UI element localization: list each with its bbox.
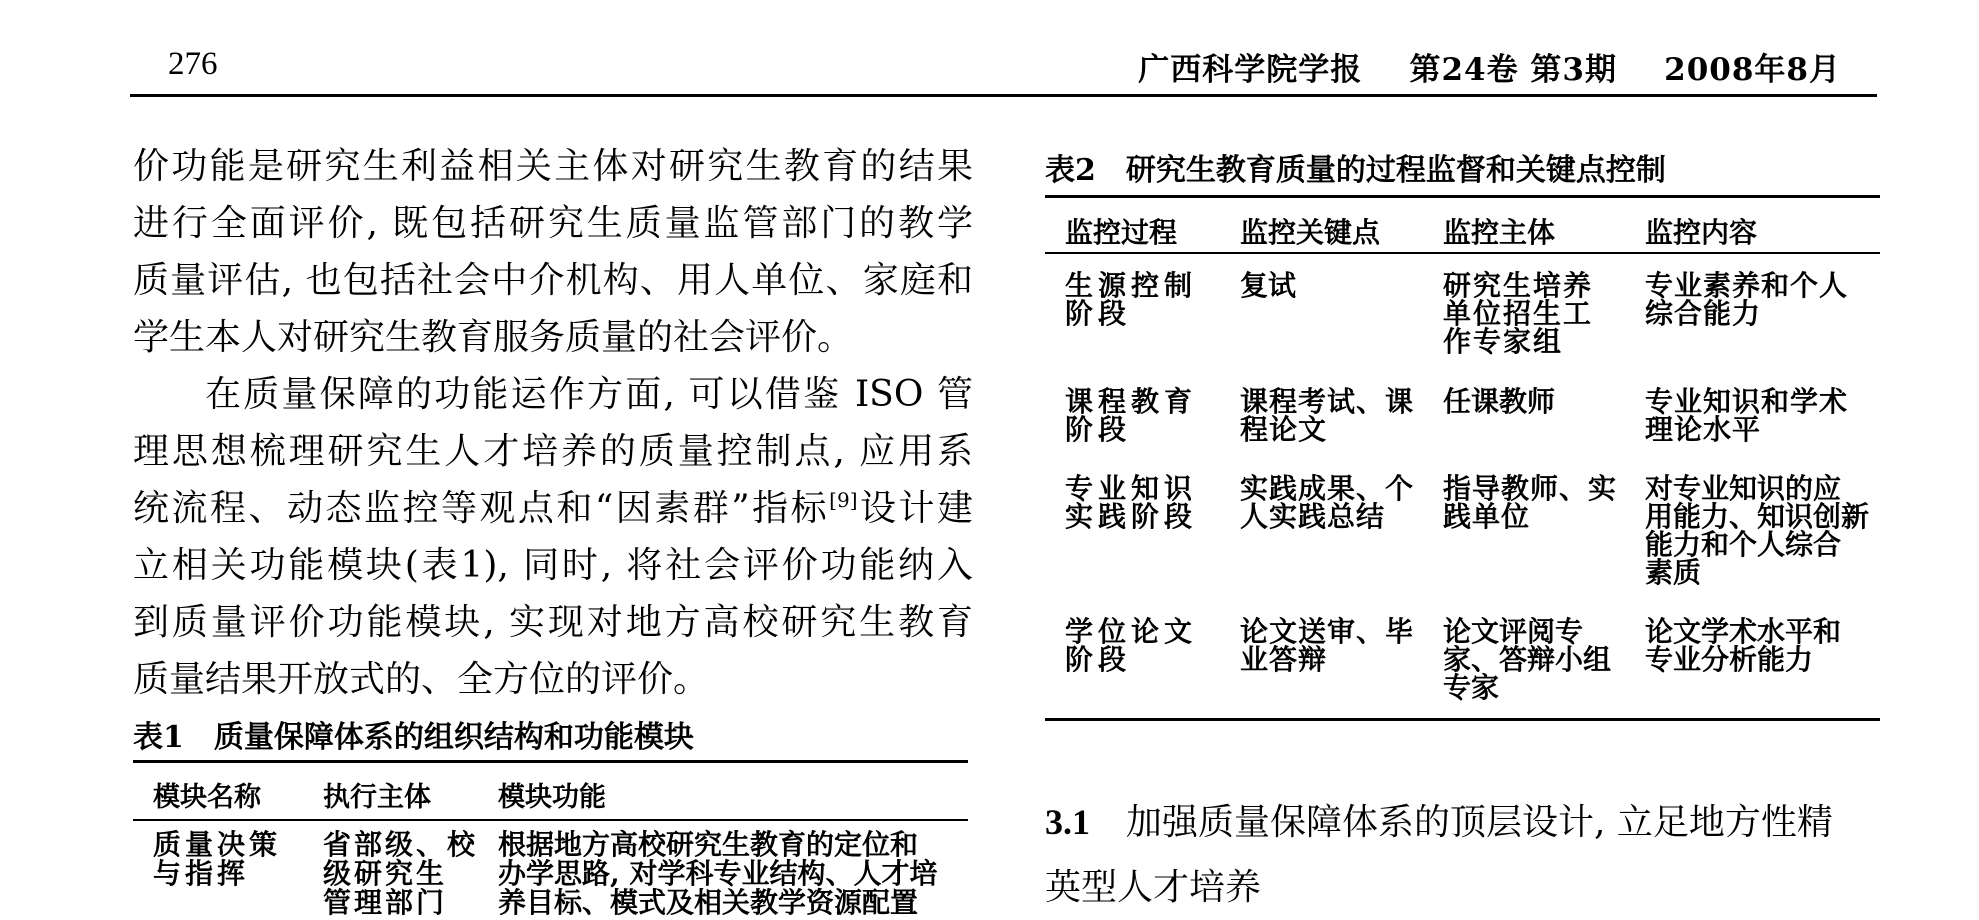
table2-cell-subject: 研究生培养 单位招生工 作专家组 — [1443, 269, 1594, 358]
section-number: 3.1 — [1045, 802, 1090, 842]
table2-cell-content: 专业素养和个人 综合能力 — [1645, 269, 1849, 330]
table2-header-process: 监控过程 — [1065, 216, 1178, 249]
table2-top-rule — [1045, 195, 1880, 198]
section-heading-line2: 英型人才培养 — [1045, 867, 1262, 908]
paragraph-line: 学生本人对研究生教育服务质量的社会评价。 — [133, 317, 854, 358]
paragraph-line: 立相关功能模块(表1), 同时, 将社会评价功能纳入 — [133, 545, 973, 586]
table2-cell-subject: 论文评阅专 家、答辩小组 专家 — [1443, 615, 1612, 704]
section-heading-line1 — [1045, 790, 1885, 855]
paragraph-line: 进行全面评价, 既包括研究生质量监管部门的教学 — [133, 203, 973, 244]
table1-top-rule — [133, 760, 968, 763]
table2-cell-key: 实践成果、个 人实践总结 — [1240, 472, 1415, 533]
left-column — [133, 138, 973, 708]
table2-cell-key: 复试 — [1240, 269, 1297, 302]
table1-header-function: 模块功能 — [498, 782, 606, 813]
journal-info — [1138, 44, 1841, 89]
table1-cell-executor: 省部级、校 级研究生 管理部门 — [323, 828, 479, 919]
table2-cell-content: 对专业知识的应 用能力、知识创新 能力和个人综合 素质 — [1645, 472, 1870, 589]
table1-header-executor: 执行主体 — [323, 782, 431, 813]
table2-cell-process: 专业知识 实践阶段 — [1065, 472, 1198, 533]
paragraph-text: 统流程、动态监控等观点和“因素群”指标 — [133, 488, 830, 529]
section-title: 加强质量保障体系的顶层设计, 立足地方性精 — [1126, 802, 1833, 843]
table2-cell-key: 课程考试、课 程论文 — [1240, 385, 1415, 446]
paragraph-line: 质量评估, 也包括社会中介机构、用人单位、家庭和 — [133, 260, 973, 301]
table2-header-rule — [1045, 252, 1880, 254]
table2-cell-subject: 指导教师、实 践单位 — [1443, 472, 1618, 533]
paragraph-line: 价功能是研究生利益相关主体对研究生教育的结果 — [133, 146, 973, 187]
table2-cell-process: 学位论文 阶段 — [1065, 615, 1198, 676]
table1-caption: 表1 质量保障体系的组织结构和功能模块 — [133, 720, 694, 755]
section-heading — [1045, 790, 1885, 920]
header-rule — [130, 94, 1877, 97]
table2-cell-content: 论文学术水平和 专业分析能力 — [1645, 615, 1842, 676]
paragraph-text: 设计建 — [857, 488, 973, 529]
table2-cell-process: 课程教育 阶段 — [1065, 385, 1198, 446]
table2-caption: 表2 研究生教育质量的过程监督和关键点控制 — [1045, 153, 1666, 188]
table1-header-rule — [133, 819, 968, 821]
citation-ref[interactable]: [9] — [829, 488, 858, 512]
table2-cell-process: 生源控制 阶段 — [1065, 269, 1198, 330]
paragraph-line: 质量结果开放式的、全方位的评价。 — [133, 659, 710, 700]
paragraph-line: 理思想梳理研究生人才培养的质量控制点, 应用系 — [133, 431, 973, 472]
paragraph-line: 在质量保障的功能运作方面, 可以借鉴 ISO 管 — [205, 374, 973, 415]
table2-header-key: 监控关键点 — [1240, 216, 1381, 249]
table1-header-name: 模块名称 — [153, 782, 261, 813]
table2-bottom-rule — [1045, 718, 1880, 721]
page-header — [0, 0, 1979, 100]
paragraph-line: 到质量评价功能模块, 实现对地方高校研究生教育 — [133, 602, 973, 643]
table2-cell-subject: 任课教师 — [1443, 385, 1556, 418]
table2-header-content: 监控内容 — [1645, 216, 1758, 249]
journal-volume: 第24卷 — [1409, 52, 1519, 88]
journal-date: 2008年8月 — [1664, 52, 1841, 88]
journal-issue: 第3期 — [1530, 52, 1617, 88]
paragraph-line-with-citation — [133, 480, 973, 537]
table2-cell-content: 专业知识和学术 理论水平 — [1645, 385, 1849, 446]
table1-cell-function: 根据地方高校研究生教育的定位和 办学思路, 对学科专业结构、人才培 养目标、模式及相关教学资源配置 — [498, 828, 938, 919]
journal-name: 广西科学院学报 — [1138, 52, 1363, 88]
table1-cell-name: 质量决策 与指挥 — [153, 828, 282, 890]
table2-header-subject: 监控主体 — [1443, 216, 1556, 249]
page-number: 276 — [168, 46, 218, 82]
table2-cell-key: 论文送审、毕 业答辩 — [1240, 615, 1415, 676]
